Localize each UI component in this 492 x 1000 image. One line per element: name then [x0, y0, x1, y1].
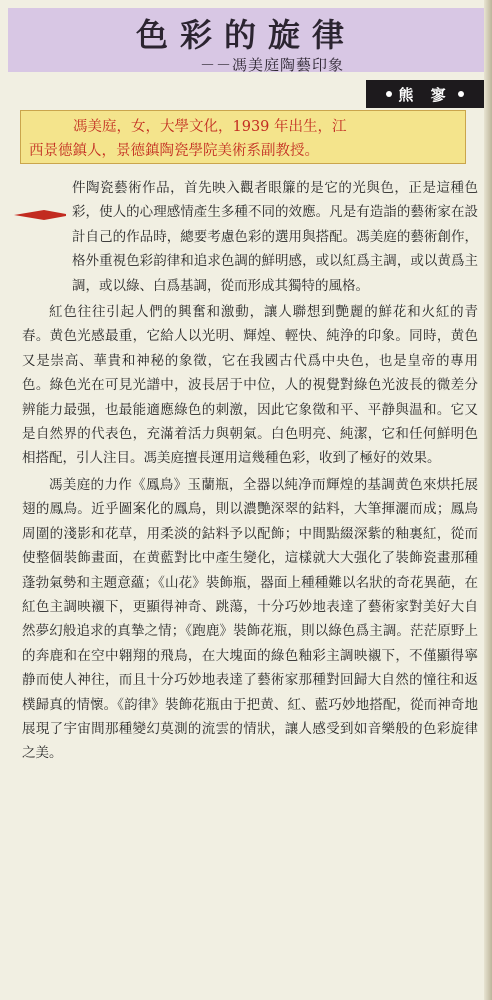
paragraph: 紅色往往引起人們的興奮和激動，讓人聯想到艷麗的鮮花和火紅的青春。黄色光感最重，它給人以光明、輝煌、輕快、純浄的印象。同時，黄色又是崇高、華貴和神秘的象徵，它在我國古代爲中央色，也是皇帝的專用色。綠色光在可見光譜中，波長居于中位，人的視覺對綠色光波長的微差分辨能力最强，也最能適應綠色的刺激，因此它象徵和平、平静與温和。它又是自然界的代表色，充滿着活力與朝氣。白色明亮、純潔，它和任何鮮明色相搭配，引人注目。馮美庭擅長運用這幾種色彩，收到了極好的效果。: [22, 304, 478, 467]
article-subtitle: －－馮美庭陶藝印象: [199, 56, 344, 74]
author-name: 熊 寥: [398, 85, 452, 104]
page-edge: [484, 0, 492, 1000]
paragraph: 件陶瓷藝術作品，首先映入觀者眼簾的是它的光與色，正是這種色彩，使人的心理感情產生多種不同的效應。凡是有造詣的藝術家在設計自己的作品時，總要考慮色彩的選用與搭配。馮美庭的藝術創作，格外重視色彩韵律和追求色調的鮮明感，或以紅爲主調，或以黄爲主調，或以綠、白爲基調，從而形成其獨特的風格。: [72, 180, 478, 294]
article-title: 色彩的旋律: [135, 16, 356, 54]
bio-line: 馮美庭，女，大學文化，1939 年出生，江: [73, 119, 347, 135]
title-band: [8, 8, 484, 72]
author-bar: [366, 80, 484, 108]
paragraph: 馮美庭的力作《鳳鳥》玉蘭瓶，全器以純净而輝煌的基調黄色來烘托展翅的鳳鳥。近乎圖案化的鳳鳥，則以濃艷深翠的鈷料，大筆揮灑而成；鳳鳥周圍的淺影和花草，用柔淡的鈷料予以配飾；中間點綴深紫的釉裏紅，從而使整個裝飾畫面，在黄藍對比中產生變化，這樣就大大强化了裝飾瓷畫那種蓬勃氣勢和主題意蘊；《山花》裝飾瓶，器面上種種難以名狀的奇花異葩，在紅色主調映襯下，更顯得神奇、跳蕩，十分巧妙地表達了藝術家對美好大自然夢幻般追求的真摯之情；《跑鹿》裝飾花瓶，則以綠色爲主調。茫茫原野上的奔鹿和在空中翱翔的飛鳥，在大塊面的綠色釉彩主調映襯下，不僅顯得寧静而使人神往，而且十分巧妙地表達了藝術家那種對回歸大自然的憧往和返樸歸真的情懷。《韵律》裝飾花瓶由于把黄、紅、藍巧妙地搭配，從而神奇地展現了宇宙間那種變幻莫測的流雲的情狀，讓人感受到如音樂般的色彩旋律之美。: [22, 476, 478, 762]
article-body: [22, 176, 478, 768]
bio-line: 西景德鎮人，景德鎮陶瓷學院美術系副教授。: [29, 143, 319, 159]
bullet-dot-icon: [458, 91, 464, 97]
bullet-dot-icon: [386, 91, 392, 97]
author-bio-box: [20, 110, 466, 164]
